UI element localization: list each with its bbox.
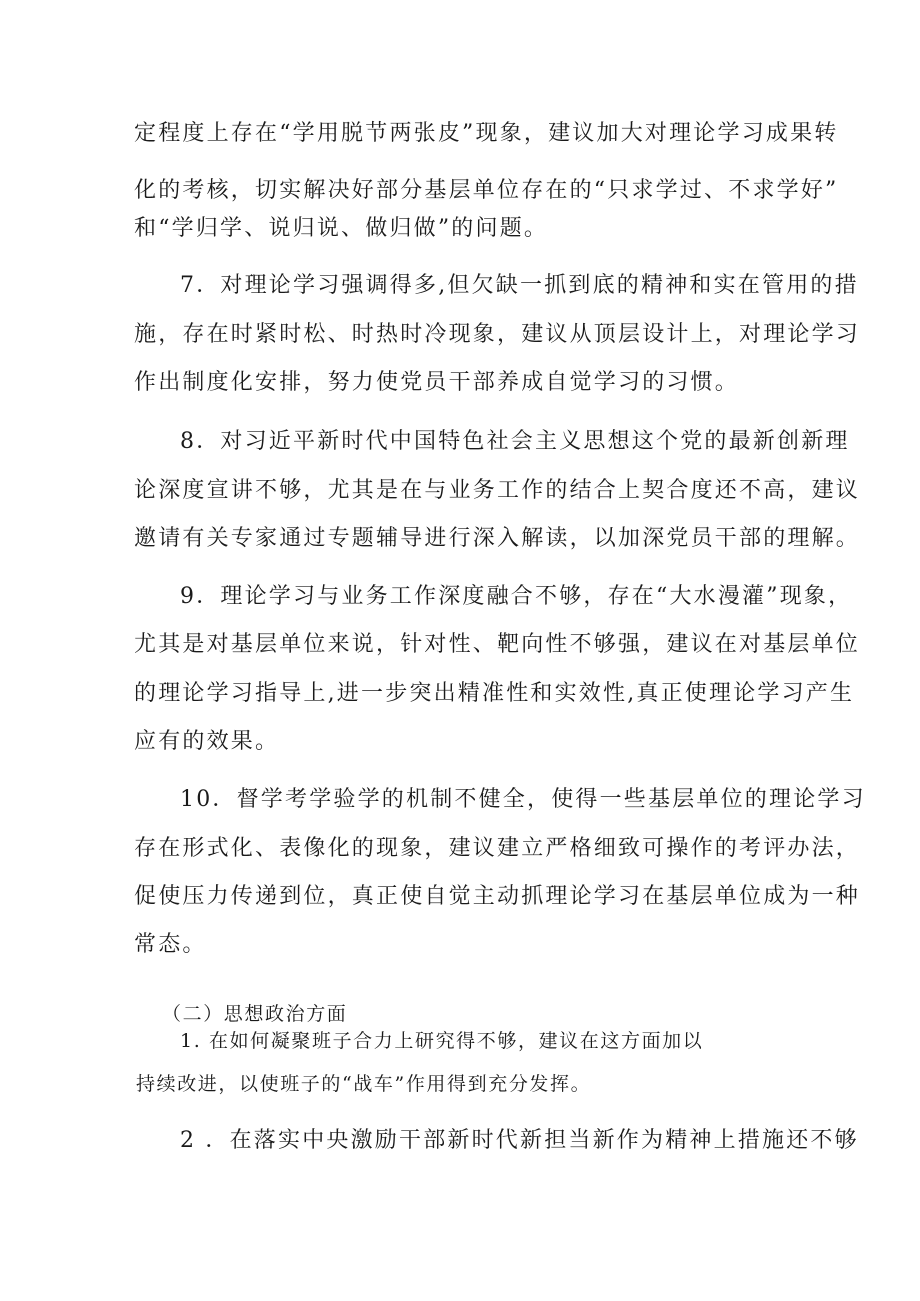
text-line: 促使压力传递到位，真正使自觉主动抓理论学习在基层单位成为一种 xyxy=(134,884,861,909)
text-line: 1. 在如何凝聚班子合力上研究得不够，建议在这方面加以 xyxy=(180,1030,704,1052)
section-heading: （二）思想政治方面 xyxy=(162,1003,348,1025)
text-line: 持续改进，以使班子的“战车”作用得到充分发挥。 xyxy=(136,1073,592,1095)
text-line: 9．理论学习与业务工作深度融合不够，存在“大水漫灌”现象， xyxy=(180,584,853,609)
text-line: 的理论学习指导上,进一步突出精准性和实效性,真正使理论学习产生 xyxy=(134,681,855,706)
text-line: 施，存在时紧时松、时热时冷现象，建议从顶层设计上，对理论学习 xyxy=(134,322,861,347)
text-line: 邀请有关专家通过专题辅导进行深入解读，以加深党员干部的理解。 xyxy=(134,526,861,551)
text-line: 存在形式化、表像化的现象，建议建立严格细致可操作的考评办法， xyxy=(134,836,861,861)
text-line: 8．对习近平新时代中国特色社会主义思想这个党的最新创新理 xyxy=(180,429,850,454)
text-line: 7．对理论学习强调得多,但欠缺一抓到底的精神和实在管用的措 xyxy=(180,273,859,298)
text-line: 定程度上存在“学用脱节两张皮”现象，建议加大对理论学习成果转 xyxy=(134,121,839,146)
text-line: 尤其是对基层单位来说，针对性、靶向性不够强，建议在对基层单位 xyxy=(134,632,861,657)
text-line: 10．督学考学验学的机制不健全，使得一些基层单位的理论学习 xyxy=(180,787,866,812)
text-line: 论深度宣讲不够，尤其是在与业务工作的结合上契合度还不高，建议 xyxy=(134,478,861,503)
text-line: 作出制度化安排，努力使党员干部养成自觉学习的习惯。 xyxy=(134,370,740,395)
text-line: 和“学归学、说归说、做归做”的问题。 xyxy=(134,216,549,241)
text-line: 化的考核，切实解决好部分基层单位存在的“只求学过、不求学好” xyxy=(134,178,839,203)
text-line: 应有的效果。 xyxy=(134,729,280,754)
text-line: 常态。 xyxy=(134,932,207,957)
text-line: 2 ．在落实中央激励干部新时代新担当新作为精神上措施还不够 xyxy=(180,1128,859,1153)
